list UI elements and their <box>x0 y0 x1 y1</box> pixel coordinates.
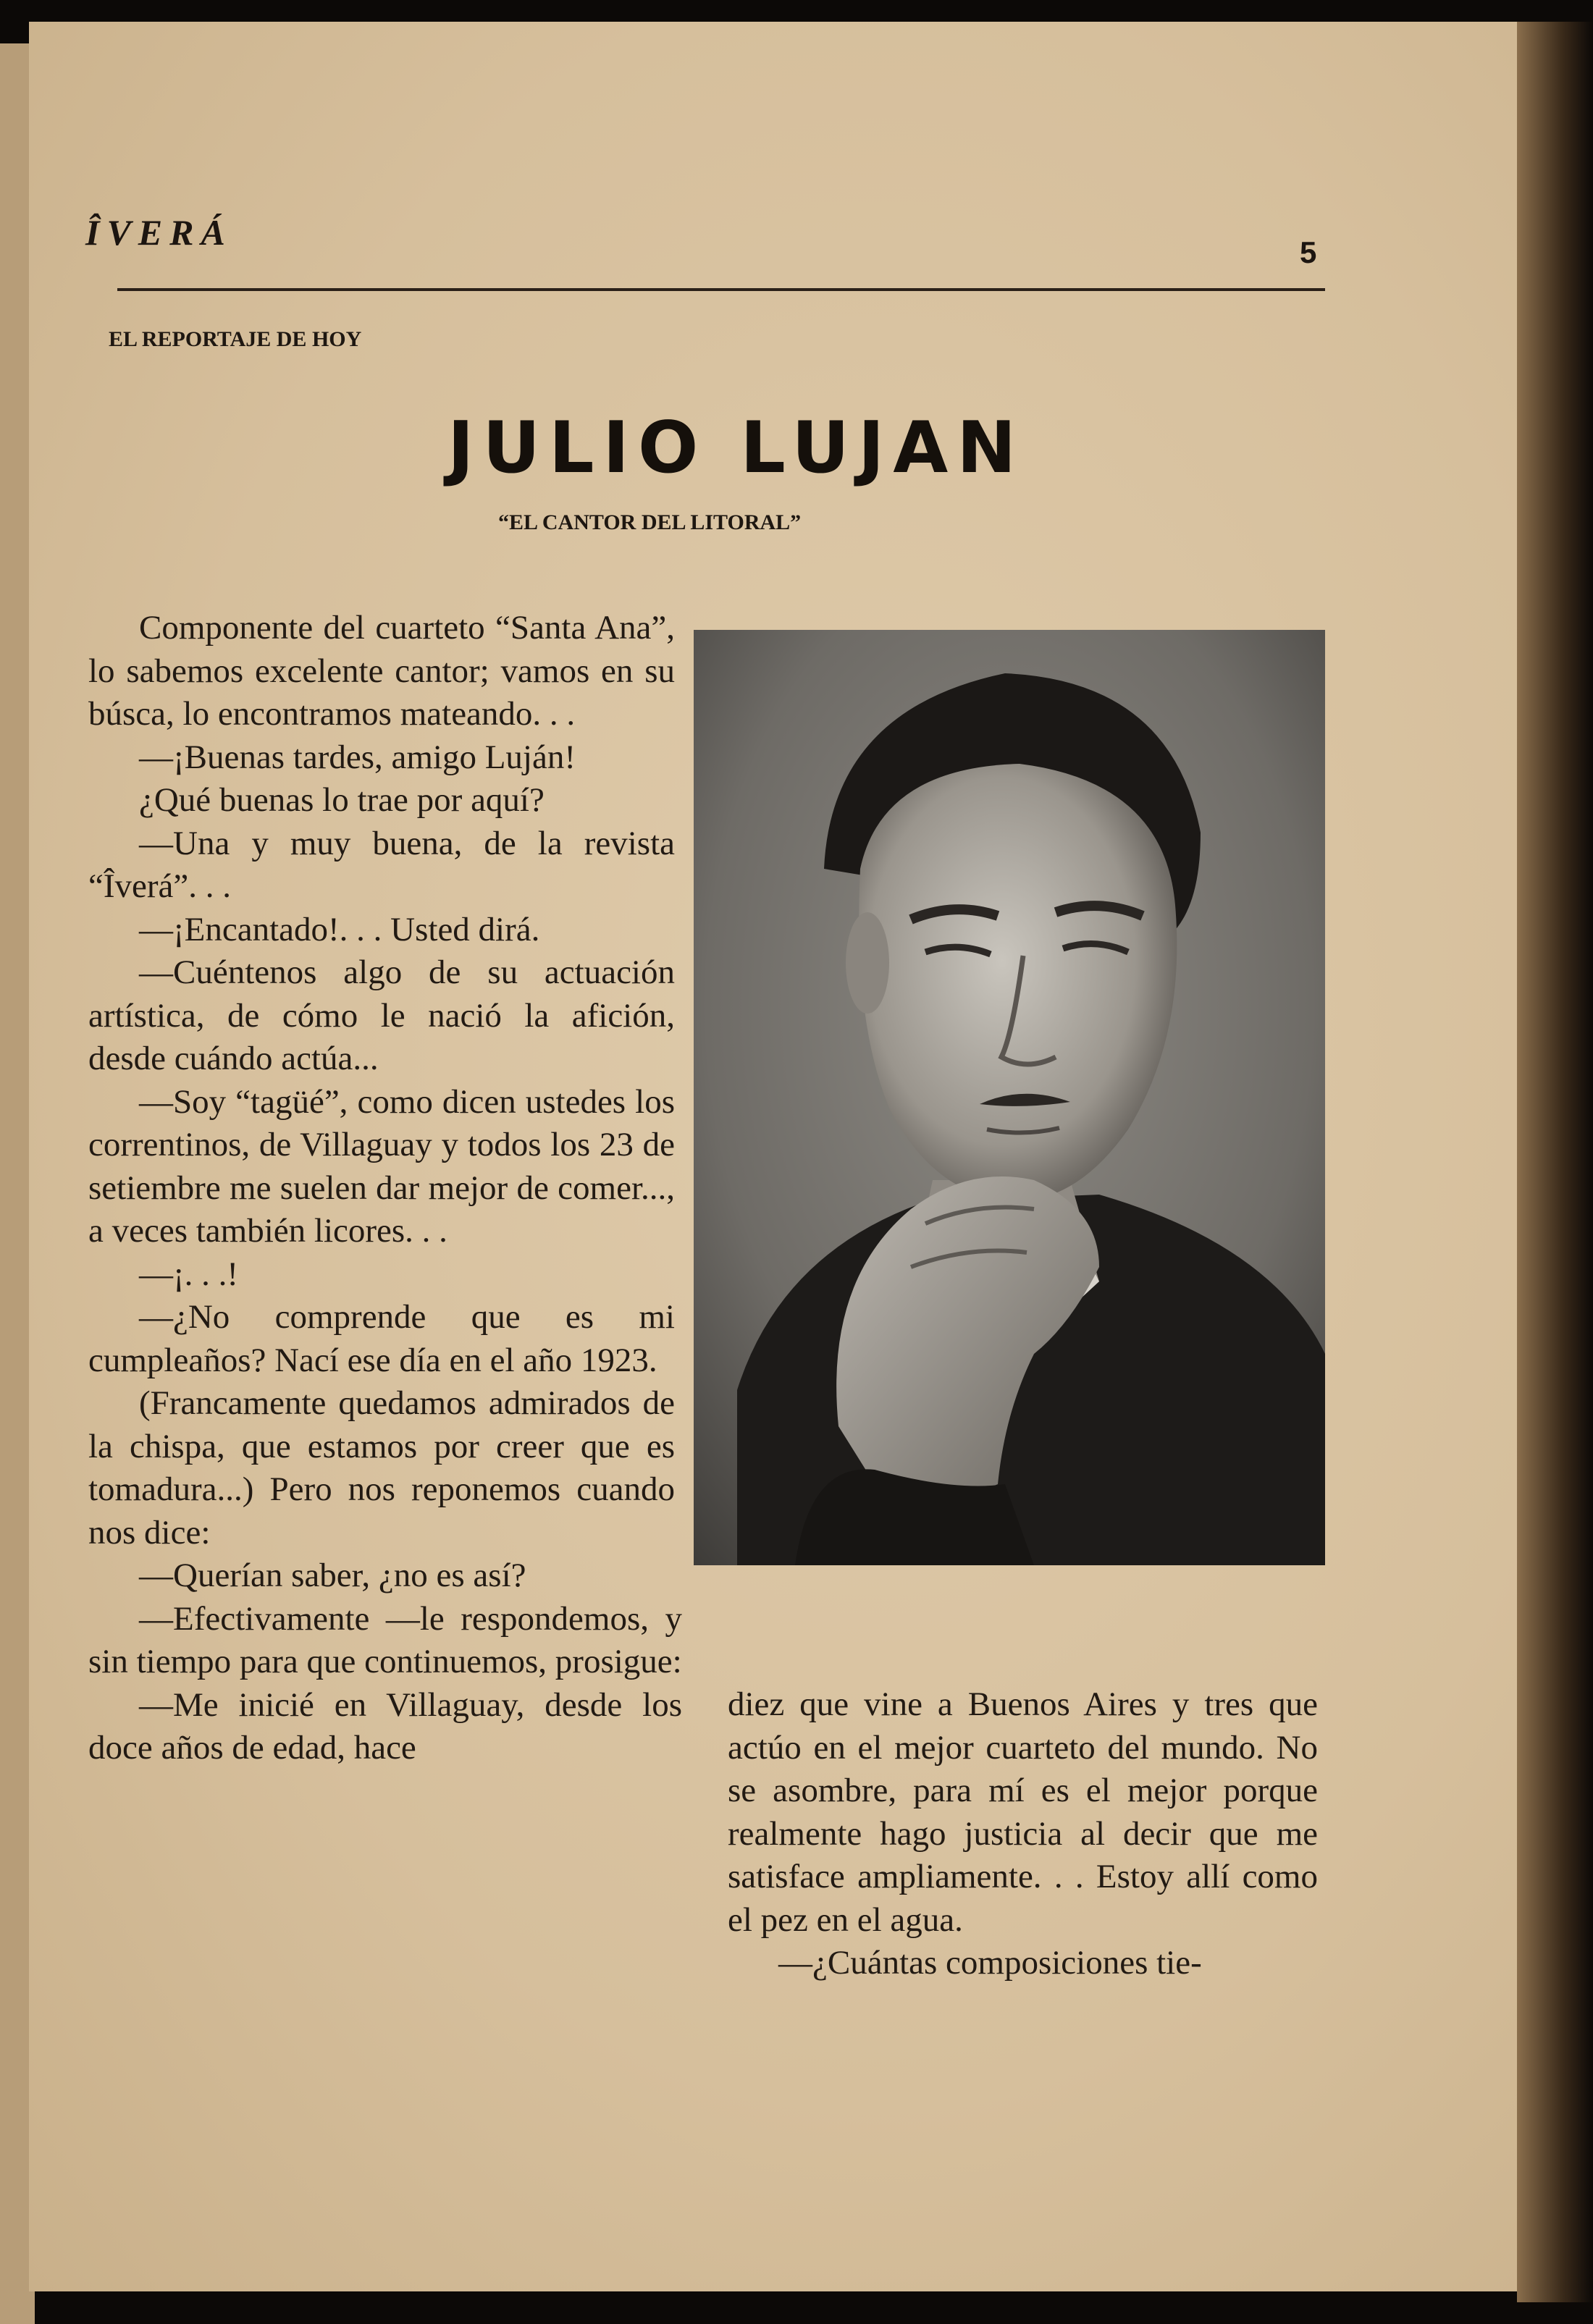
paragraph: —¿No comprende que es mi cumpleaños? Nací ese día en el año 1923. <box>88 1298 675 1379</box>
binding-shadow <box>1517 22 1593 2302</box>
paragraph: —Querían saber, ¿no es así? <box>139 1557 526 1594</box>
paragraph: —Soy “tagüé”, como dicen ustedes los correntinos, de Villaguay y todos los 23 de setiembre me suelen dar mejor de comer..., a veces también licores. . . <box>88 1082 675 1250</box>
header-divider <box>117 288 1325 291</box>
paragraph: —Me inicié en Villaguay, desde los doce años de edad, hace <box>88 1685 682 1767</box>
magazine-title: ÎVERÁ <box>85 212 232 253</box>
paragraph: —¡Encantado!. . . Usted dirá. <box>139 910 540 948</box>
paragraph: —¿Cuántas composiciones tie- <box>778 1944 1202 1982</box>
paragraph: ¿Qué buenas lo trae por aquí? <box>139 781 545 819</box>
paragraph: diez que vine a Buenos Aires y tres que actúo en el mejor cuarteto del mundo. No se asombre, para mí es el mejor porque realmente hago justicia al decir que me satisface ampliamente. . . Estoy allí como el pez en el agua. <box>728 1685 1318 1939</box>
paragraph: —Una y muy buena, de la revista “Îverá”. . . <box>88 824 675 905</box>
portrait-photo <box>694 630 1325 1565</box>
right-text-column <box>728 1683 1318 1985</box>
article-title: JULIO LUJAN <box>447 407 1025 489</box>
portrait-photo-icon <box>694 630 1325 1565</box>
page-number: 5 <box>1300 235 1317 269</box>
paragraph: —Efectivamente —le respondemos, y sin tiempo para que continuemos, prosigue: <box>88 1599 682 1680</box>
paragraph: Componente del cuarteto “Santa Ana”, lo sabemos excelente cantor; vamos en su búsca, lo encontramos mateando. . . <box>88 609 675 733</box>
article-subtitle: “EL CANTOR DEL LITORAL” <box>498 510 802 534</box>
paragraph: (Francamente quedamos admirados de la chispa, que estamos por creer que es tomadura...) Pero nos reponemos cuando nos dice: <box>88 1384 675 1552</box>
paragraph: —¡. . .! <box>139 1255 239 1293</box>
left-text-column <box>88 607 682 1770</box>
paragraph: —Cuéntenos algo de su actuación artística, de cómo le nació la afición, desde cuándo actúa... <box>88 953 675 1077</box>
paragraph: —¡Buenas tardes, amigo Luján! <box>139 738 576 776</box>
section-label: EL REPORTAJE DE HOY <box>109 327 362 351</box>
